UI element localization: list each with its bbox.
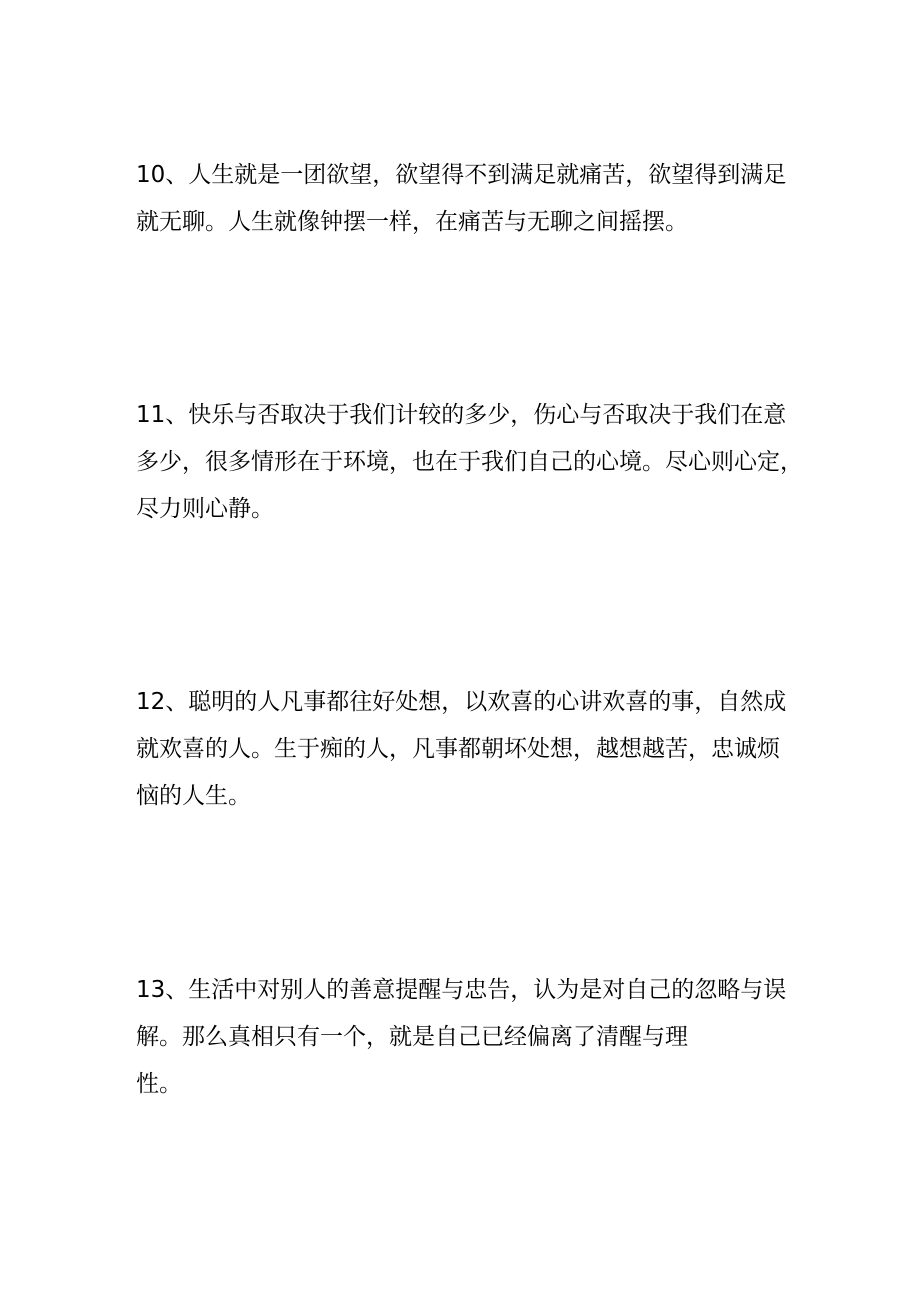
paragraph-11 [136, 392, 803, 533]
paragraph-line: 解。那么真相只有一个，就是自己已经偏离了清醒与理 [136, 1024, 688, 1050]
paragraph-line: 就无聊。人生就像钟摆一样，在痛苦与无聊之间摇摆。 [136, 209, 688, 235]
paragraph-line: 就欢喜的人。生于痴的人，凡事都朝坏处想，越想越苦，忠诚烦 [136, 736, 780, 762]
paragraph-line: 性。 [136, 1071, 182, 1097]
paragraph-12 [136, 679, 796, 820]
paragraph-line: 12、聪明的人凡事都往好处想，以欢喜的心讲欢喜的事，自然成 [136, 689, 787, 715]
paragraph-line: 10、人生就是一团欲望，欲望得不到满足就痛苦，欲望得到满足 [136, 162, 787, 188]
paragraph-line: 多少，很多情形在于环境，也在于我们自己的心境。尽心则心定， [136, 449, 803, 475]
paragraph-10 [136, 152, 796, 246]
paragraph-line: 11、快乐与否取决于我们计较的多少，伤心与否取决于我们在意 [136, 402, 787, 428]
paragraph-13 [136, 967, 796, 1108]
paragraph-line: 尽力则心静。 [136, 496, 274, 522]
paragraph-line: 恼的人生。 [136, 783, 251, 809]
paragraph-line: 13、生活中对别人的善意提醒与忠告，认为是对自己的忽略与误 [136, 977, 787, 1003]
